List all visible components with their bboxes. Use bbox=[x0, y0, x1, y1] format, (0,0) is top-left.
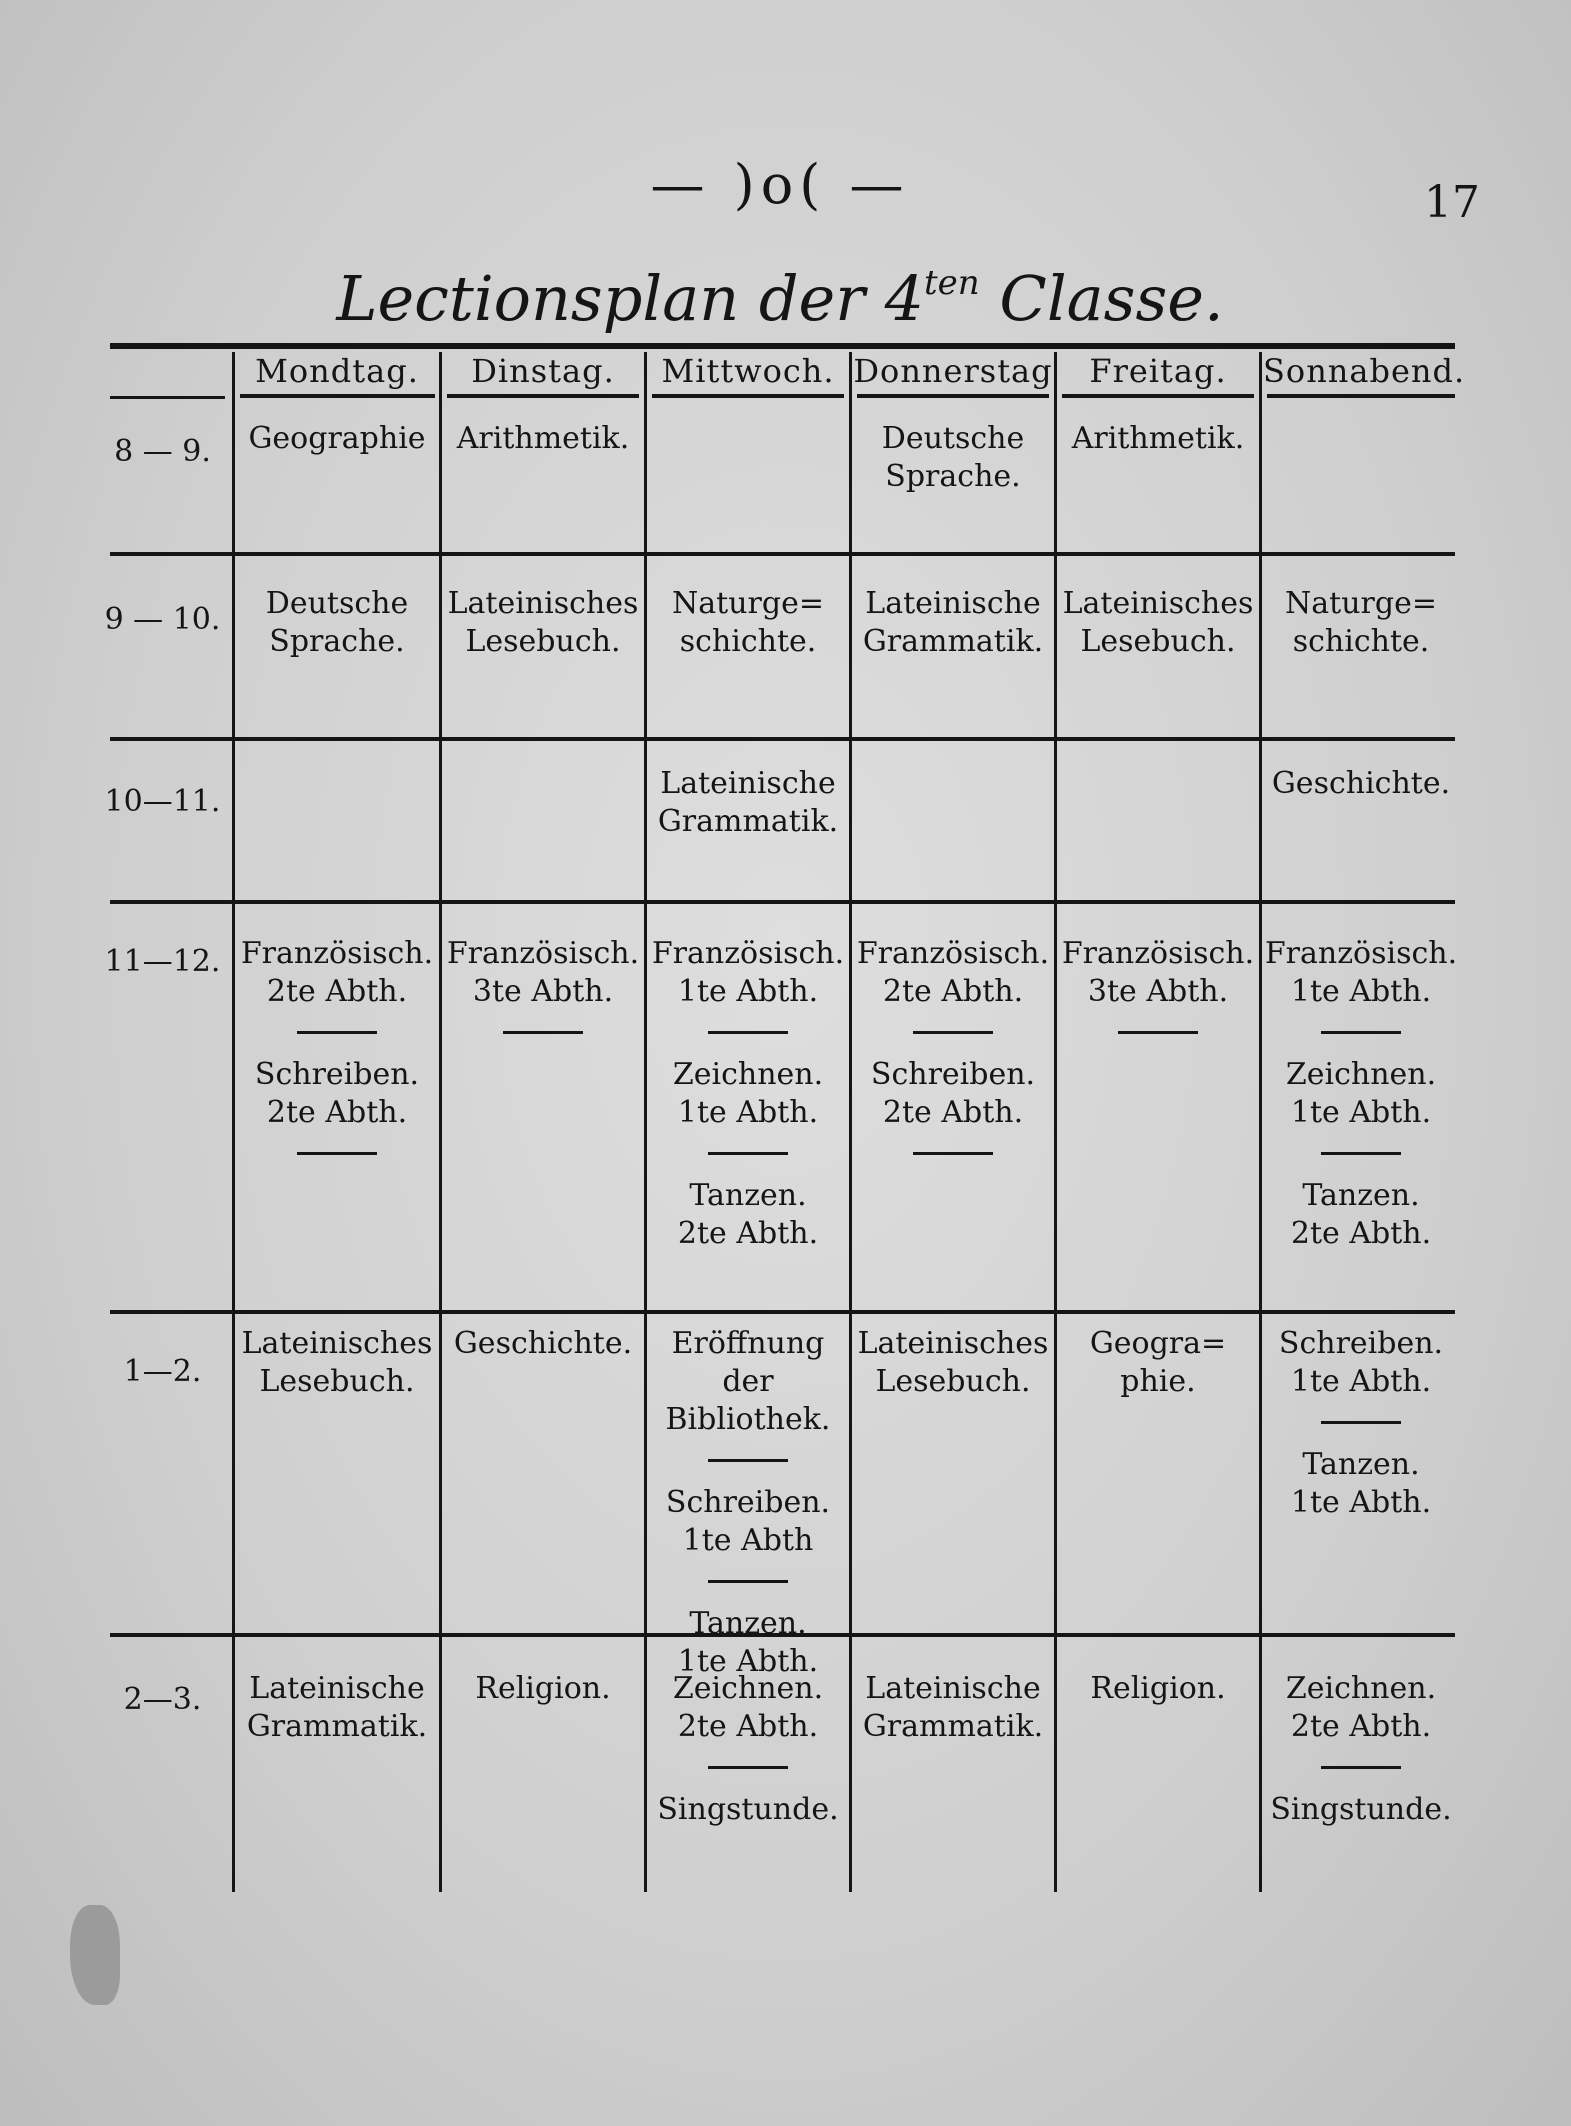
column-divider bbox=[1054, 352, 1057, 1892]
cell-text-line: Geogra= bbox=[1089, 1326, 1227, 1361]
entry-separator bbox=[913, 1031, 993, 1034]
cell-text-line: schichte. bbox=[679, 624, 817, 659]
schedule-cell bbox=[853, 1325, 1053, 1401]
schedule-cell bbox=[443, 585, 643, 661]
cell-text-line: Lesebuch. bbox=[259, 1364, 415, 1399]
cell-text-line: 2te Abth. bbox=[882, 974, 1024, 1009]
schedule-cell bbox=[853, 585, 1053, 661]
time-slot-label: 8 — 9. bbox=[114, 434, 211, 469]
cell-text-line: phie. bbox=[1120, 1364, 1196, 1399]
column-divider bbox=[644, 352, 647, 1892]
cell-text-line: Sprache. bbox=[269, 624, 405, 659]
schedule-cell bbox=[1058, 1670, 1258, 1708]
cell-text-line: 1te Abth bbox=[682, 1523, 814, 1558]
cell-text-line: 1te Abth. bbox=[677, 974, 819, 1009]
cell-text-line: 1te Abth. bbox=[1290, 974, 1432, 1009]
schedule-cell bbox=[443, 935, 643, 1056]
cell-text-line: Schreiben. bbox=[254, 1057, 420, 1092]
cell-text-line: Religion. bbox=[1090, 1671, 1226, 1706]
entry-separator bbox=[708, 1152, 788, 1155]
cell-text-line: Lateinisches bbox=[1062, 586, 1254, 621]
cell-text-line: Schreiben. bbox=[1278, 1326, 1444, 1361]
cell-text-line: 2te Abth. bbox=[882, 1095, 1024, 1130]
schedule-cell bbox=[648, 1325, 848, 1681]
row-divider bbox=[110, 552, 1455, 556]
cell-text-line: Lesebuch. bbox=[1080, 624, 1236, 659]
cell-text-line: Französisch. bbox=[446, 936, 640, 971]
schedule-cell bbox=[1263, 935, 1459, 1253]
cell-text-line: 2te Abth. bbox=[677, 1216, 819, 1251]
header-ornament: — )o( — bbox=[650, 153, 910, 216]
cell-text-line: der bbox=[722, 1364, 774, 1399]
cell-text-line: Lesebuch. bbox=[465, 624, 621, 659]
cell-text-line: 1te Abth. bbox=[1290, 1485, 1432, 1520]
cell-text-line: Tanzen. bbox=[1302, 1178, 1420, 1213]
cell-text-line: Grammatik. bbox=[246, 1709, 428, 1744]
cell-text-line: Französisch. bbox=[651, 936, 845, 971]
cell-text-line: Deutsche bbox=[881, 421, 1025, 456]
entry-separator bbox=[503, 1031, 583, 1034]
schedule-cell bbox=[1058, 1325, 1258, 1401]
cell-text-line: Tanzen. bbox=[689, 1606, 807, 1641]
entry-separator bbox=[1321, 1766, 1401, 1769]
title-end: Classe. bbox=[979, 262, 1224, 335]
cell-text-line: Geschichte. bbox=[1271, 766, 1451, 801]
cell-text-line: Naturge= bbox=[672, 586, 824, 621]
column-divider bbox=[1259, 352, 1262, 1892]
cell-text-line: Lateinische bbox=[660, 766, 836, 801]
day-header-rule bbox=[447, 394, 639, 398]
cell-text-line: 2te Abth. bbox=[677, 1709, 819, 1744]
time-slot-label: 9 — 10. bbox=[104, 602, 221, 637]
column-divider bbox=[232, 352, 235, 1892]
schedule-cell bbox=[443, 1670, 643, 1708]
table-top-rule bbox=[110, 343, 1455, 349]
entry-separator bbox=[297, 1152, 377, 1155]
cell-text-line: Französisch. bbox=[1264, 936, 1458, 971]
schedule-cell bbox=[236, 1325, 438, 1401]
schedule-cell bbox=[648, 765, 848, 841]
time-slot-label: 10—11. bbox=[104, 784, 221, 819]
schedule-cell bbox=[1263, 765, 1459, 803]
cell-text-line: Lateinisches bbox=[241, 1326, 433, 1361]
schedule-cell bbox=[648, 585, 848, 661]
day-header-rule bbox=[857, 394, 1049, 398]
cell-text-line: 2te Abth. bbox=[266, 1095, 408, 1130]
schedule-cell bbox=[236, 420, 438, 458]
cell-text-line: Deutsche bbox=[265, 586, 409, 621]
schedule-cell bbox=[1058, 420, 1258, 458]
cell-text-line: Lateinische bbox=[865, 1671, 1041, 1706]
cell-text-line: 2te Abth. bbox=[1290, 1709, 1432, 1744]
cell-text-line: Naturge= bbox=[1285, 586, 1437, 621]
cell-text-line: Zeichnen. bbox=[672, 1671, 824, 1706]
entry-separator bbox=[913, 1152, 993, 1155]
cell-text-line: Zeichnen. bbox=[672, 1057, 824, 1092]
cell-text-line: Lateinische bbox=[865, 586, 1041, 621]
schedule-cell bbox=[236, 585, 438, 661]
cell-text-line: Französisch. bbox=[240, 936, 434, 971]
ink-smudge bbox=[70, 1905, 120, 2005]
day-header-monday: Mondtag. bbox=[255, 352, 419, 390]
cell-text-line: Grammatik. bbox=[862, 624, 1044, 659]
cell-text-line: 2te Abth. bbox=[1290, 1216, 1432, 1251]
schedule-cell bbox=[1263, 1670, 1459, 1829]
day-header-thursday: Donnerstag bbox=[853, 352, 1053, 390]
cell-text-line: Arithmetik. bbox=[1071, 421, 1245, 456]
cell-text-line: Geographie bbox=[248, 421, 426, 456]
column-divider bbox=[439, 352, 442, 1892]
day-header-friday: Freitag. bbox=[1089, 352, 1227, 390]
cell-text-line: Grammatik. bbox=[657, 804, 839, 839]
entry-separator bbox=[1321, 1152, 1401, 1155]
day-header-wednesday: Mittwoch. bbox=[661, 352, 835, 390]
entry-separator bbox=[708, 1580, 788, 1583]
entry-separator bbox=[297, 1031, 377, 1034]
cell-text-line: Lesebuch. bbox=[875, 1364, 1031, 1399]
cell-text-line: Singstunde. bbox=[1270, 1792, 1452, 1827]
schedule-cell bbox=[1058, 935, 1258, 1056]
cell-text-line: Zeichnen. bbox=[1285, 1671, 1437, 1706]
day-header-rule bbox=[652, 394, 844, 398]
cell-text-line: Französisch. bbox=[856, 936, 1050, 971]
row-divider bbox=[110, 900, 1455, 904]
cell-text-line: 1te Abth. bbox=[677, 1644, 819, 1679]
schedule-cell bbox=[236, 935, 438, 1177]
schedule-cell bbox=[853, 935, 1053, 1177]
title-superscript: ten bbox=[924, 263, 980, 303]
cell-text-line: 1te Abth. bbox=[1290, 1364, 1432, 1399]
entry-separator bbox=[1321, 1421, 1401, 1424]
row-divider bbox=[110, 1310, 1455, 1314]
cell-text-line: Sprache. bbox=[885, 459, 1021, 494]
cell-text-line: Arithmetik. bbox=[456, 421, 630, 456]
schedule-cell bbox=[853, 420, 1053, 496]
schedule-cell bbox=[648, 1670, 848, 1829]
cell-text-line: 3te Abth. bbox=[472, 974, 614, 1009]
entry-separator bbox=[708, 1031, 788, 1034]
cell-text-line: Bibliothek. bbox=[665, 1402, 831, 1437]
cell-text-line: 3te Abth. bbox=[1087, 974, 1229, 1009]
schedule-cell bbox=[853, 1670, 1053, 1746]
entry-separator bbox=[708, 1766, 788, 1769]
cell-text-line: 1te Abth. bbox=[1290, 1095, 1432, 1130]
page-title bbox=[330, 238, 1230, 335]
cell-text-line: Schreiben. bbox=[870, 1057, 1036, 1092]
time-slot-label: 11—12. bbox=[104, 944, 221, 979]
row-divider bbox=[110, 737, 1455, 741]
cell-text-line: Geschichte. bbox=[453, 1326, 633, 1361]
cell-text-line: Grammatik. bbox=[862, 1709, 1044, 1744]
time-slot-label: 2—3. bbox=[123, 1682, 202, 1717]
schedule-cell bbox=[236, 1670, 438, 1746]
time-slot-label: 1—2. bbox=[123, 1354, 202, 1389]
day-header-tuesday: Dinstag. bbox=[471, 352, 615, 390]
column-divider bbox=[849, 352, 852, 1892]
page-number: 17 bbox=[1424, 177, 1480, 228]
cell-text-line: Französisch. bbox=[1061, 936, 1255, 971]
schedule-cell bbox=[1263, 585, 1459, 661]
day-header-rule bbox=[1062, 394, 1254, 398]
day-header-rule bbox=[240, 394, 435, 398]
cell-text-line: Schreiben. bbox=[665, 1485, 831, 1520]
cell-text-line: Tanzen. bbox=[1302, 1447, 1420, 1482]
time-header-rule bbox=[110, 396, 225, 399]
schedule-cell bbox=[648, 935, 848, 1253]
entry-separator bbox=[1321, 1031, 1401, 1034]
cell-text-line: Tanzen. bbox=[689, 1178, 807, 1213]
cell-text-line: 2te Abth. bbox=[266, 974, 408, 1009]
cell-text-line: 1te Abth. bbox=[677, 1095, 819, 1130]
entry-separator bbox=[1118, 1031, 1198, 1034]
day-header-rule bbox=[1267, 394, 1455, 398]
cell-text-line: Religion. bbox=[475, 1671, 611, 1706]
cell-text-line: Lateinische bbox=[249, 1671, 425, 1706]
cell-text-line: schichte. bbox=[1292, 624, 1430, 659]
cell-text-line: Lateinisches bbox=[857, 1326, 1049, 1361]
schedule-cell bbox=[443, 420, 643, 458]
title-text: Lectionsplan der 4 bbox=[336, 262, 925, 335]
schedule-cell bbox=[443, 1325, 643, 1363]
schedule-cell bbox=[1058, 585, 1258, 661]
cell-text-line: Singstunde. bbox=[657, 1792, 839, 1827]
schedule-cell bbox=[1263, 1325, 1459, 1522]
day-header-saturday: Sonnabend. bbox=[1263, 352, 1466, 390]
cell-text-line: Zeichnen. bbox=[1285, 1057, 1437, 1092]
cell-text-line: Lateinisches bbox=[447, 586, 639, 621]
cell-text-line: Eröffnung bbox=[671, 1326, 825, 1361]
entry-separator bbox=[708, 1459, 788, 1462]
